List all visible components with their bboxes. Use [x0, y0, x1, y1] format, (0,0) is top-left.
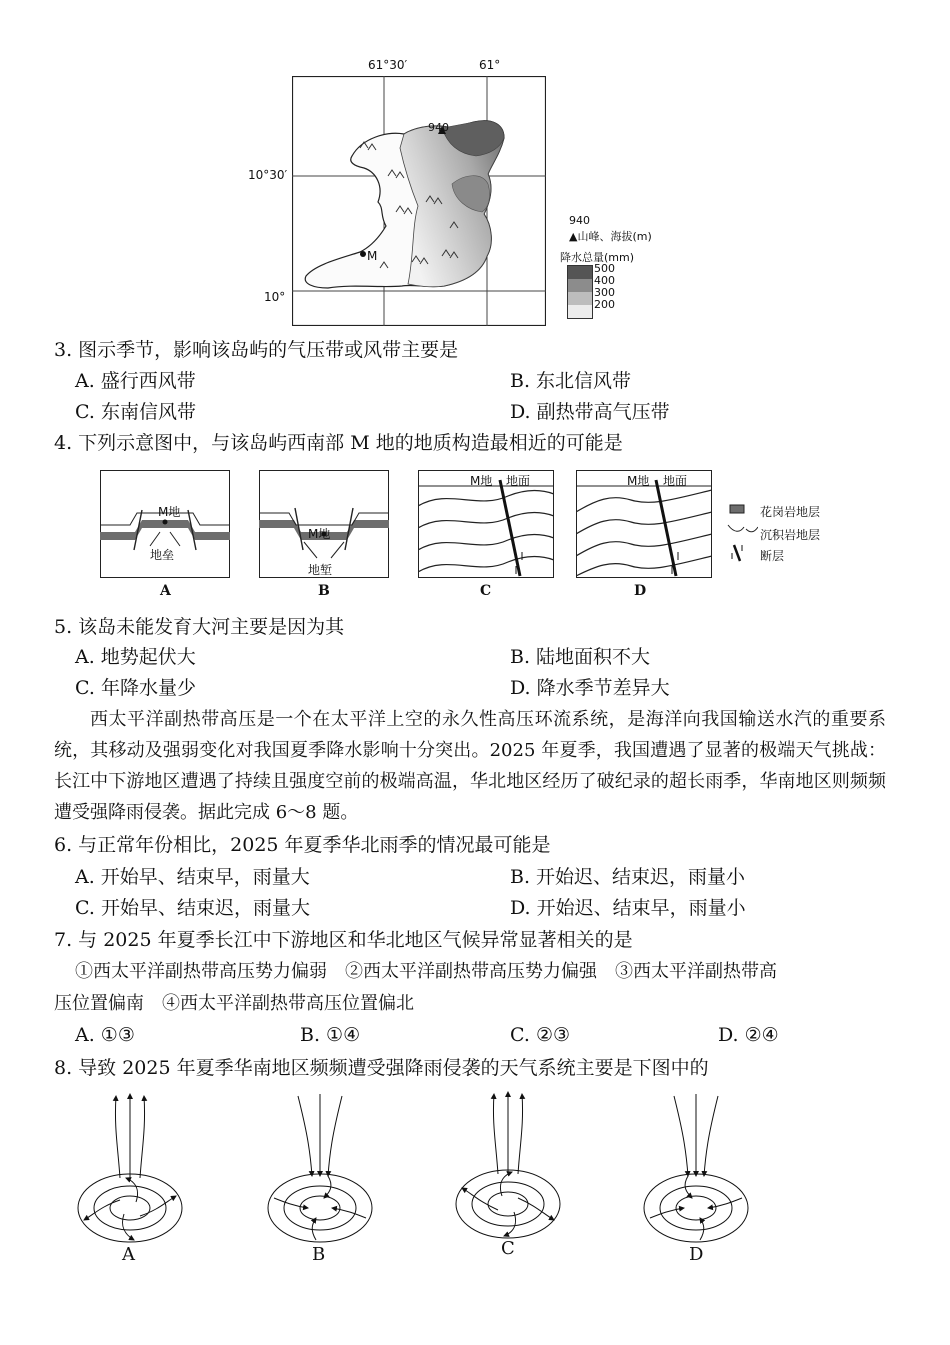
- q7-option-c[interactable]: C. ②③: [510, 1024, 571, 1046]
- q6-option-b[interactable]: B. 开始迟、结束迟，雨量小: [510, 866, 746, 888]
- question-8-stem: 8. 导致 2025 年夏季华南地区频频遭受强降雨侵袭的天气系统主要是下图中的: [54, 1057, 709, 1079]
- q3-option-d[interactable]: D. 副热带高气压带: [510, 401, 670, 423]
- question-5-stem: 5. 该岛未能发育大河主要是因为其: [54, 616, 345, 638]
- legend-peak-value: 940: [569, 214, 590, 227]
- legend-precip-title: 降水总量(mm): [560, 251, 635, 264]
- q4-legend-icons: [726, 503, 758, 563]
- q4-legend-granite: 花岗岩地层: [760, 505, 821, 519]
- q4-legend-fault: 断层: [760, 549, 785, 563]
- point-m: [360, 251, 366, 257]
- sediment-icon: [728, 525, 758, 532]
- q6-option-c[interactable]: C. 开始早、结束迟，雨量大: [75, 897, 310, 919]
- q7-statements-line1: ①西太平洋副热带高压势力偏弱 ②西太平洋副热带高压势力偏强 ③西太平洋副热带高: [75, 961, 777, 982]
- q8-label-c[interactable]: C: [501, 1238, 515, 1259]
- diagram-a-horst: 地垒: [150, 548, 175, 562]
- legend-level: 200: [594, 298, 615, 311]
- diagram-d-ground: 地面: [663, 474, 688, 488]
- q7-option-a[interactable]: A. ①③: [75, 1024, 135, 1046]
- question-3-stem: 3. 图示季节，影响该岛屿的气压带或风带主要是: [54, 339, 459, 361]
- q8-label-a[interactable]: A: [122, 1244, 135, 1265]
- q7-option-b[interactable]: B. ①④: [300, 1024, 361, 1046]
- diagram-c-ground: 地面: [506, 474, 531, 488]
- diagram-b-graben: 地堑: [308, 563, 333, 577]
- system-d: [644, 1094, 748, 1242]
- q7-option-d[interactable]: D. ②④: [718, 1024, 779, 1046]
- lat-label-2: 10°: [264, 290, 286, 304]
- legend-level: 300: [594, 286, 615, 299]
- legend-peak-icon: ▲: [569, 230, 578, 243]
- q3-option-c[interactable]: C. 东南信风带: [75, 401, 196, 423]
- q7-statements-line2: 压位置偏南 ④西太平洋副热带高压位置偏北: [54, 993, 414, 1014]
- legend-level: 500: [594, 262, 615, 275]
- system-b: [268, 1094, 372, 1242]
- granite-icon: [730, 505, 744, 513]
- lon-label-2: 61°: [479, 58, 501, 72]
- island-map: [292, 76, 546, 326]
- system-a: [78, 1094, 182, 1242]
- question-7-stem: 7. 与 2025 年夏季长江中下游地区和华北地区气候异常显著相关的是: [54, 929, 633, 951]
- q5-option-d[interactable]: D. 降水季节差异大: [510, 677, 670, 699]
- legend-level: 400: [594, 274, 615, 287]
- fault-icon: [734, 545, 740, 561]
- q5-option-a[interactable]: A. 地势起伏大: [75, 646, 196, 668]
- point-m-label: M: [367, 249, 378, 263]
- q6-option-a[interactable]: A. 开始早、结束早，雨量大: [75, 866, 310, 888]
- diagram-d-label: D: [634, 583, 647, 599]
- q3-option-b[interactable]: B. 东北信风带: [510, 370, 632, 392]
- diagram-b-m: M地: [308, 527, 331, 541]
- system-c: [456, 1092, 560, 1238]
- q5-option-b[interactable]: B. 陆地面积不大: [510, 646, 651, 668]
- lat-label-1: 10°30′: [248, 168, 288, 182]
- legend-levels: [594, 263, 615, 311]
- diagram-a-m: M地: [158, 505, 181, 519]
- question-6-stem: 6. 与正常年份相比，2025 年夏季华北雨季的情况最可能是: [54, 834, 551, 856]
- weather-systems-figure: [60, 1088, 890, 1258]
- question-4-stem: 4. 下列示意图中，与该岛屿西南部 M 地的地质构造最相近的可能是: [54, 432, 623, 454]
- diagram-c-m: M地: [470, 474, 493, 488]
- diagram-b-label: B: [318, 583, 330, 599]
- legend-precip-scale: [567, 265, 593, 319]
- q3-option-a[interactable]: A. 盛行西风带: [75, 370, 196, 392]
- diagram-d-m: M地: [627, 474, 650, 488]
- legend-peak-label: 山峰、海拔(m): [577, 230, 652, 243]
- diagram-a-label: A: [160, 583, 171, 599]
- q4-legend-sediment: 沉积岩地层: [760, 528, 821, 542]
- q6-option-d[interactable]: D. 开始迟、结束早，雨量小: [510, 897, 746, 919]
- diagram-c-label: C: [480, 583, 492, 599]
- q8-label-d[interactable]: D: [689, 1244, 704, 1265]
- peak-value: 940: [428, 121, 449, 134]
- legend-peak: [569, 228, 652, 244]
- q8-label-b[interactable]: B: [312, 1244, 326, 1265]
- q5-option-c[interactable]: C. 年降水量少: [75, 677, 196, 699]
- lon-label-1: 61°30′: [368, 58, 408, 72]
- reading-passage: 西太平洋副热带高压是一个在太平洋上空的永久性高压环流系统，是海洋向我国输送水汽的重要系统，其移动及强弱变化对我国夏季降水影响十分突出。2025 年夏季，我国遭遇了显著的极端天气挑战：长江中下游地区遭遇了持续且强度空前的极端高温，华北地区经历了破纪录的超长雨季，华南地区则频频遭受强降雨侵袭。据此完成 6～8 题。: [54, 709, 886, 823]
